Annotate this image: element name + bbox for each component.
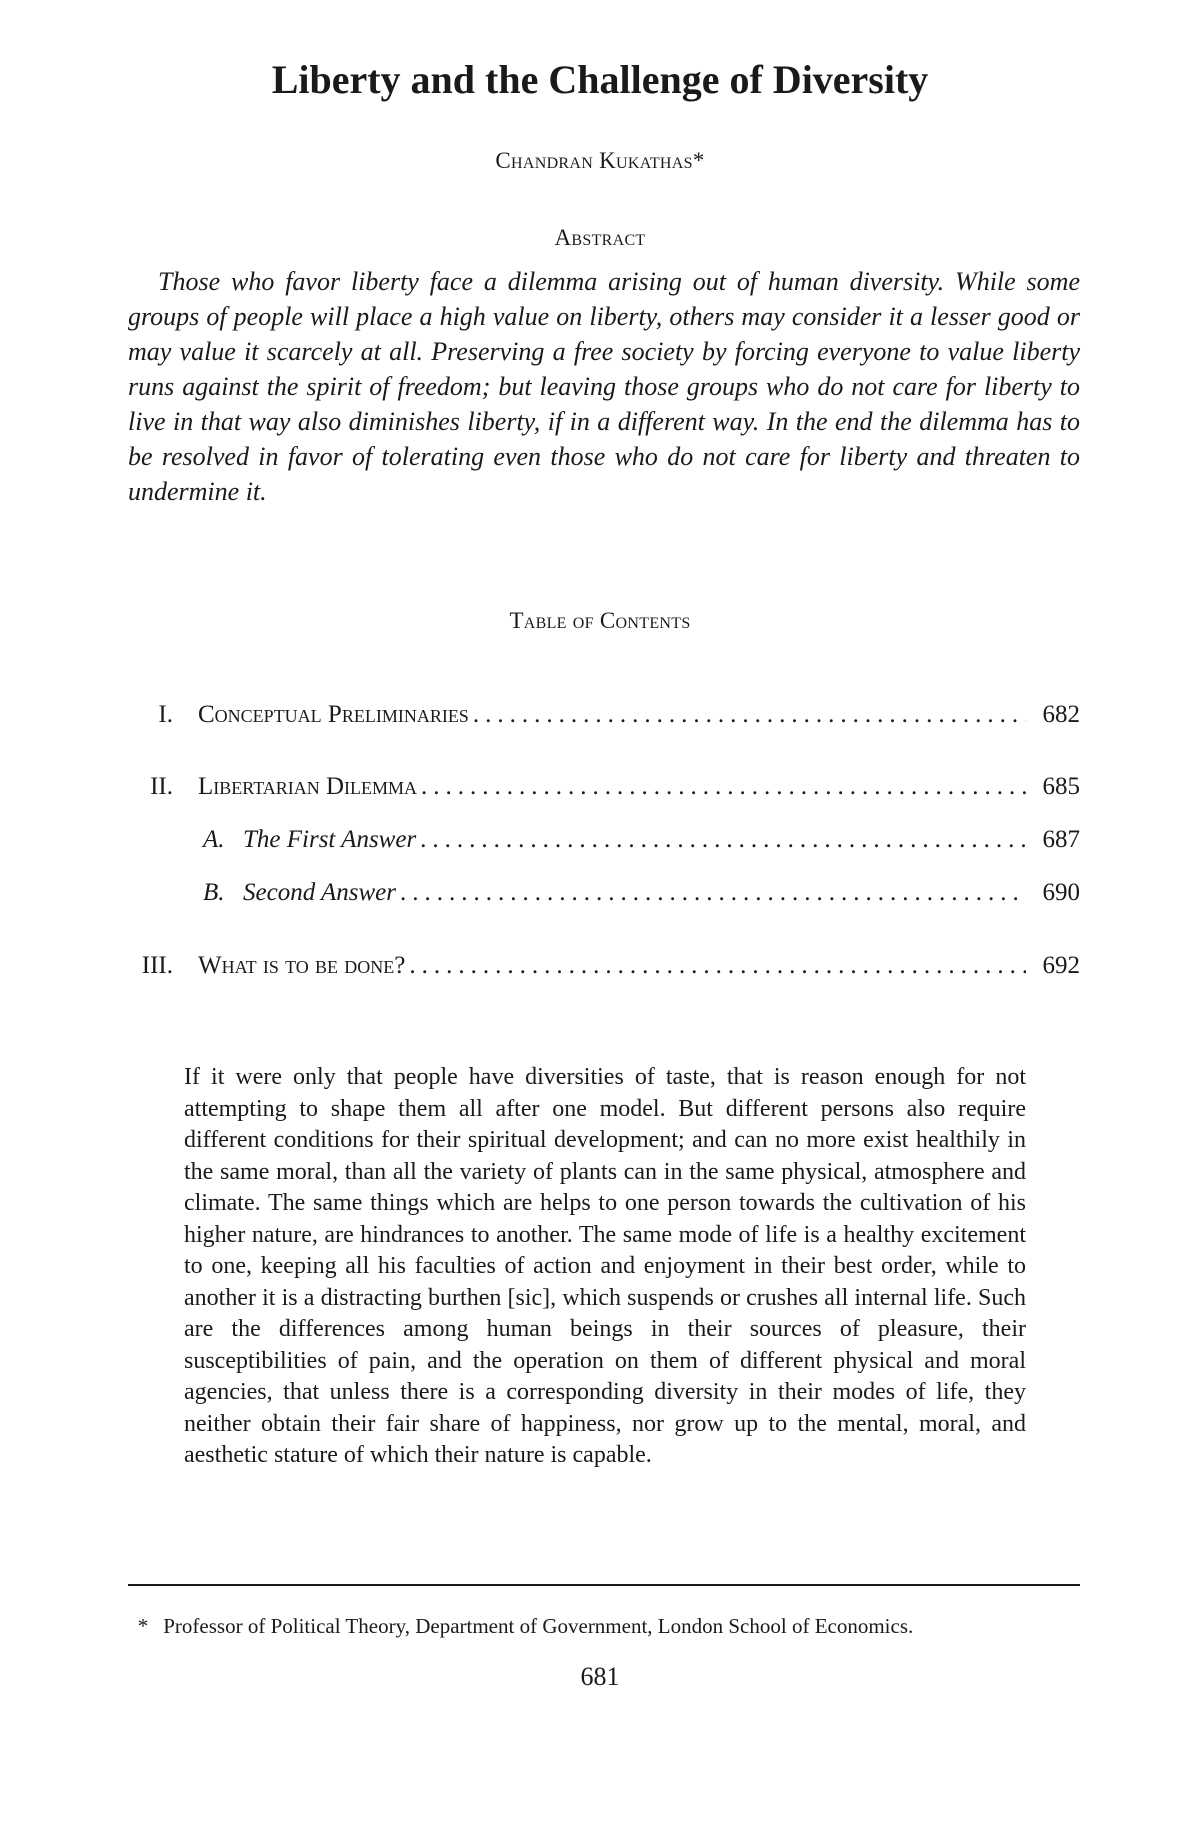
toc-leader-dots xyxy=(409,949,1026,983)
toc-page-number: 690 xyxy=(1042,879,1080,906)
toc-section-number: I. xyxy=(158,701,173,728)
toc-page-number: 685 xyxy=(1042,773,1080,800)
toc-subsection-label: The First Answer xyxy=(243,826,417,853)
toc-entry-section-1[interactable] xyxy=(128,698,1080,732)
toc-entry-subsection-a[interactable] xyxy=(128,823,1080,857)
author-name: Chandran Kukathas* xyxy=(495,148,705,173)
toc-heading: Table of Contents xyxy=(509,608,691,633)
toc-leader-dots xyxy=(420,823,1026,857)
toc-leader-dots xyxy=(421,770,1026,804)
toc-leader-dots xyxy=(473,698,1026,732)
toc-entry-subsection-b[interactable] xyxy=(128,876,1080,910)
toc-subsection-letter: B. xyxy=(203,879,225,906)
abstract-heading: Abstract xyxy=(554,225,646,250)
toc-section-number: III. xyxy=(141,952,173,979)
toc-section-label: Conceptual Preliminaries xyxy=(198,701,469,728)
footnote xyxy=(128,1612,1080,1640)
toc-entry-section-2[interactable] xyxy=(128,770,1080,804)
page-number: 681 xyxy=(580,1662,620,1691)
toc-section-number: II. xyxy=(150,773,173,800)
abstract-text: Those who favor liberty face a dilemma arising out of human diversity. While some groups of people will place a high value on liberty, others may consider it a lesser good or may value it scarcely at all. Preserving a free society by forcing everyone to value liberty runs against the spirit of freedom; but leaving those groups who do not care for liberty to live in that way also diminishes liberty, if in a different way. In the end the dilemma has to be resolved in favor of tolerating even those who do not care for liberty and threaten to undermine it. xyxy=(128,267,1080,506)
toc-page-number: 682 xyxy=(1042,701,1080,728)
toc-subsection-letter: A. xyxy=(203,826,225,853)
toc-section-label: Libertarian Dilemma xyxy=(198,773,418,800)
epigraph-quote: If it were only that people have diversities of taste, that is reason enough for not attempting to shape them all after one model. But different persons also require different conditions for their spiritual development; and can no more exist healthily in the same moral, than all the variety of plants can in the same physical, atmosphere and climate. The same things which are helps to one person towards the cultivation of his higher nature, are hindrances to another. The same mode of life is a healthy excitement to one, keeping all his faculties of action and enjoyment in their best order, while to another it is a distracting burthen [sic], which suspends or crushes all internal life. Such are the differences among human beings in their sources of pleasure, their susceptibilities of pain, and the operation on them of different physical and moral agencies, that unless there is a corresponding diversity in their modes of life, they neither obtain their fair share of happiness, nor grow up to the mental, moral, and aesthetic stature of which their nature is capable. xyxy=(184,1064,1026,1468)
footnote-divider xyxy=(128,1584,1080,1586)
toc-page-number: 687 xyxy=(1042,826,1080,853)
toc-leader-dots xyxy=(400,876,1026,910)
toc-page-number: 692 xyxy=(1042,952,1080,979)
footnote-mark: * xyxy=(137,1614,149,1638)
toc-subsection-label: Second Answer xyxy=(243,879,396,906)
article-title: Liberty and the Challenge of Diversity xyxy=(271,57,929,102)
toc-section-label: What is to be done? xyxy=(198,952,406,979)
footnote-text: Professor of Political Theory, Department of Government, London School of Economics. xyxy=(163,1614,914,1638)
toc-entry-section-3[interactable] xyxy=(128,949,1080,983)
